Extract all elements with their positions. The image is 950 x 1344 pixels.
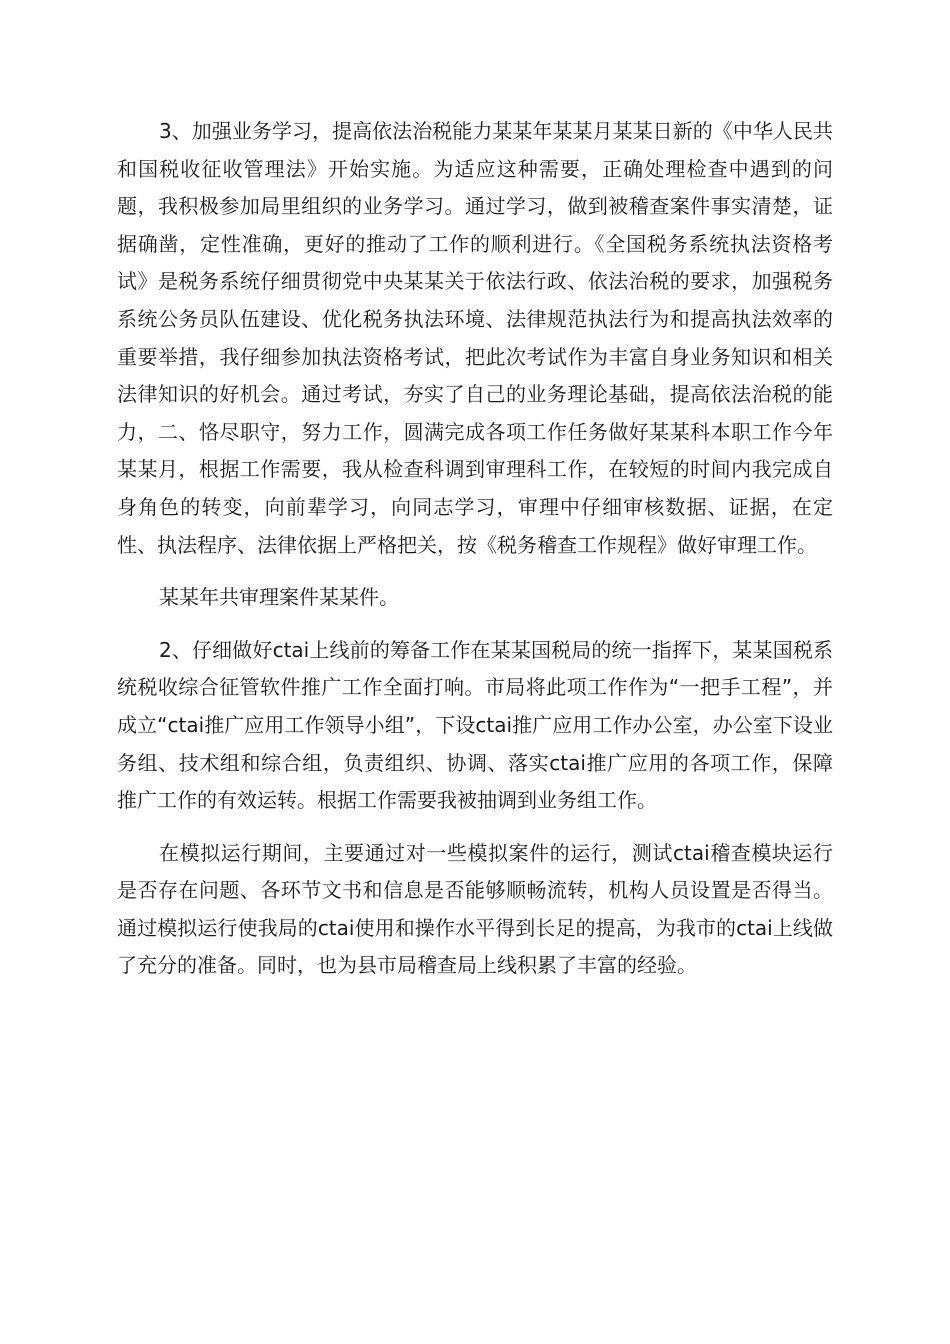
paragraph-simulation-run: 在模拟运行期间，主要通过对一些模拟案件的运行，测试ctai稽查模块运行是否存在问题、各环节文书和信息是否能够顺畅流转，机构人员设置是否得当。通过模拟运行使我局的ctai使用和操作水平得到长足的提高，为我市的ctai上线做了充分的准备。同时，也为县市局稽查局上线积累了丰富的经验。: [117, 840, 833, 978]
document-body: [117, 113, 833, 985]
paragraph-ctai-preparation: 2、仔细做好ctai上线前的筹备工作在某某国税局的统一指挥下，某某国税系统税收综合征管软件推广工作全面打响。市局将此项工作作为“一把手工程”，并成立“ctai推广应用工作领导小组”，下设ctai推广应用工作办公室，办公室下设业务组、技术组和综合组，负责组织、协调、落实ctai推广应用的各项工作，保障推广工作的有效运转。根据工作需要我被抽调到业务组工作。: [117, 637, 833, 813]
paragraph-case-count: 某某年共审理案件某某件。: [159, 585, 399, 610]
paragraph-business-study: 3、加强业务学习，提高依法治税能力某某年某某月某某日新的《中华人民共和国税收征收管理法》开始实施。为适应这种需要，正确处理检查中遇到的问题，我积极参加局里组织的业务学习。通过学习，做到被稽查案件事实清楚，证据确凿，定性准确，更好的推动了工作的顺利进行。《全国税务系统执法资格考试》是税务系统仔细贯彻党中央某某关于依法行政、依法治税的要求，加强税务系统公务员队伍建设、优化税务执法环境、法律规范执法行为和提高执法效率的重要举措，我仔细参加执法资格考试，把此次考试作为丰富自身业务知识和相关法律知识的好机会。通过考试，夯实了自己的业务理论基础，提高依法治税的能力，二、恪尽职守，努力工作，圆满完成各项工作任务做好某某科本职工作今年某某月，根据工作需要，我从检查科调到审理科工作，在较短的时间内我完成自身角色的转变，向前辈学习，向同志学习，审理中仔细审核数据、证据，在定性、执法程序、法律依据上严格把关，按《税务稽查工作规程》做好审理工作。: [117, 119, 833, 557]
